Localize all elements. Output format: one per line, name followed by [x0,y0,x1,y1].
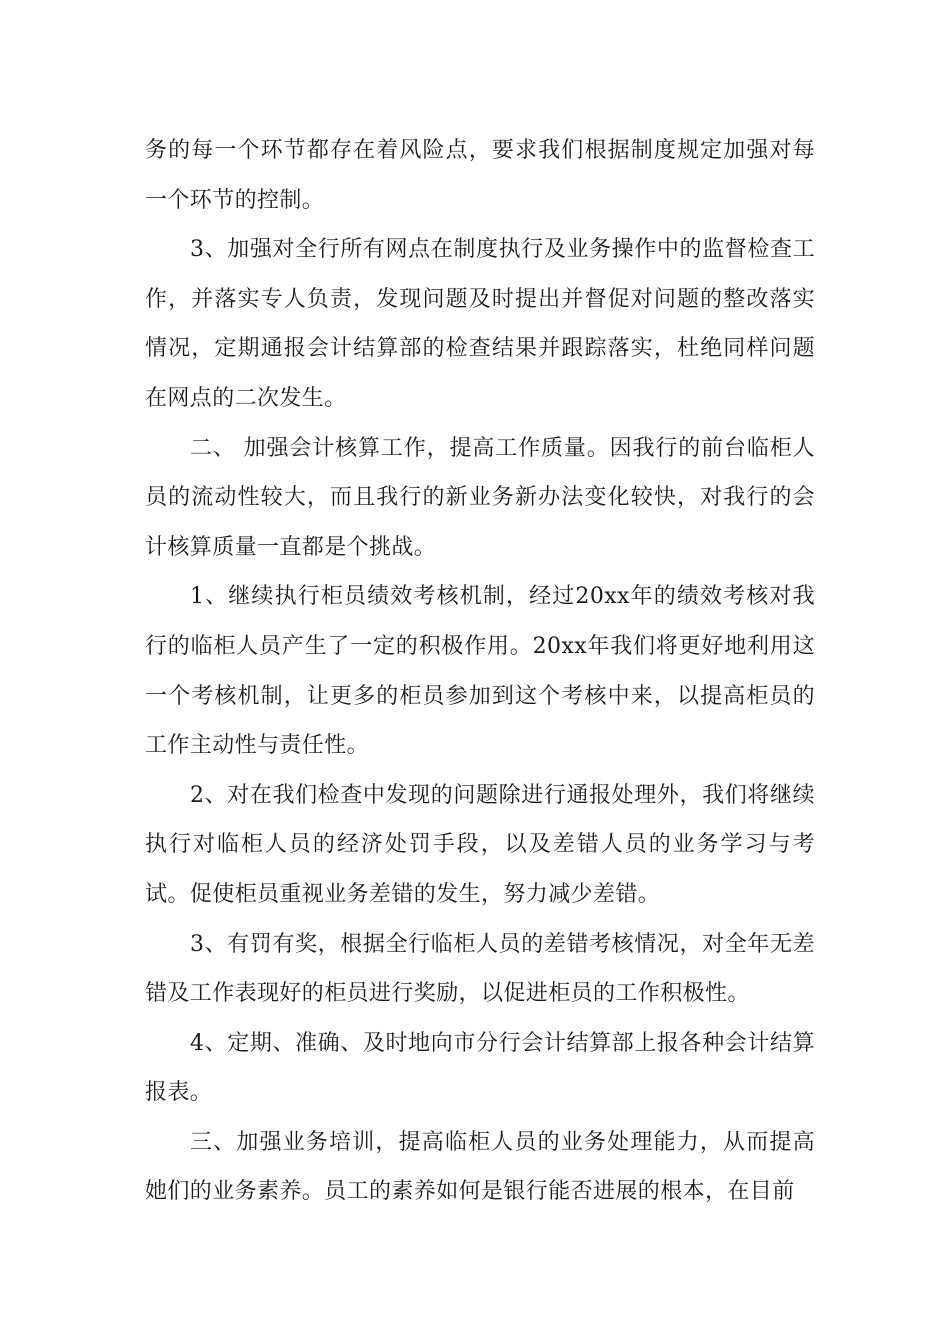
paragraph-item-1-performance: 1、继续执行柜员绩效考核机制，经过20xx年的绩效考核对我行的临柜人员产生了一定的积极作用。20xx年我们将更好地利用这一个考核机制，让更多的柜员参加到这个考核中来，以提高柜员的工作主动性与责任性。 [145,584,815,759]
paragraph-item-2-penalties: 2、对在我们检查中发现的问题除进行通报处理外，我们将继续执行对临柜人员的经济处罚手段，以及差错人员的业务学习与考试。促使柜员重视业务差错的发生，努力减少差错。 [145,782,815,907]
paragraph-item-4-reports: 4、定期、准确、及时地向市分行会计结算部上报各种会计结算报表。 [145,1030,815,1106]
paragraph-item-3-rewards: 3、有罚有奖，根据全行临柜人员的差错考核情况，对全年无差错及工作表现好的柜员进行奖励，以促进柜员的工作积极性。 [145,931,815,1007]
paragraph-continuation: 务的每一个环节都存在着风险点，要求我们根据制度规定加强对每一个环节的控制。 [145,138,815,213]
paragraph-section-3-training: 三、加强业务培训，提高临柜人员的业务处理能力，从而提高她们的业务素养。员工的素养如何是银行能否进展的根本，在目前 [145,1129,815,1205]
paragraph-item-3-supervision: 3、加强对全行所有网点在制度执行及业务操作中的监督检查工作，并落实专人负责，发现问题及时提出并督促对问题的整改落实情况，定期通报会计结算部的检查结果并跟踪落实，杜绝同样问题在网点的二次发生。 [145,237,815,411]
paragraph-section-2-accounting: 二、 加强会计核算工作，提高工作质量。因我行的前台临柜人员的流动性较大，而且我行的新业务新办法变化较快，对我行的会计核算质量一直都是个挑战。 [145,435,815,560]
document-body [145,126,815,1217]
